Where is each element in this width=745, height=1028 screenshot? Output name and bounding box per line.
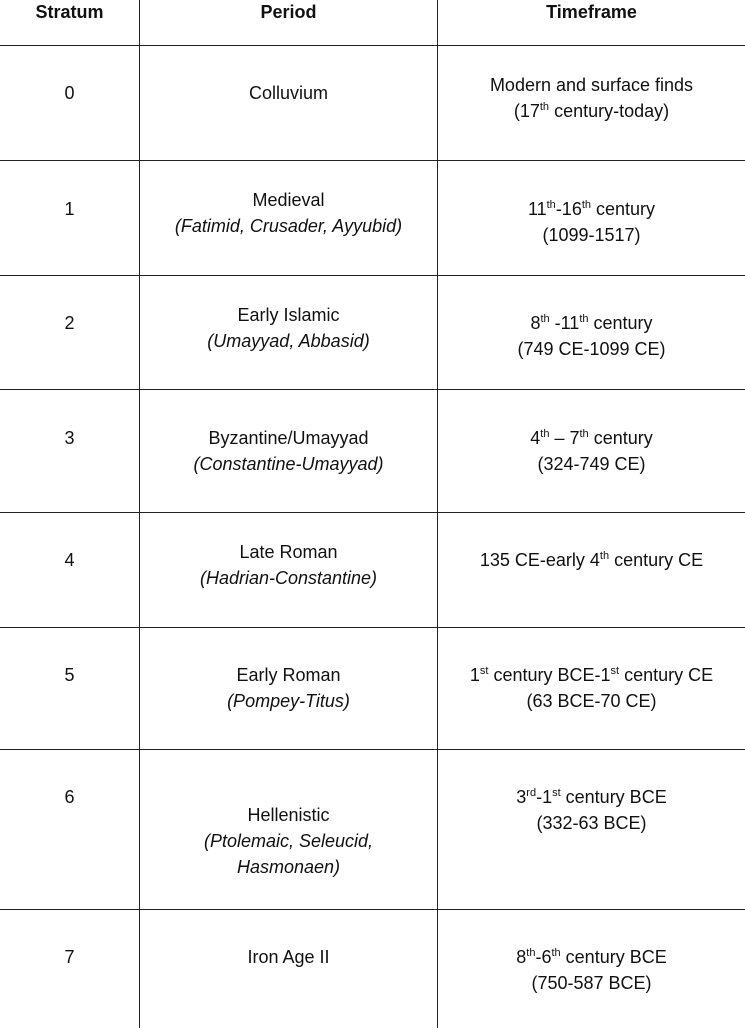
ordinal-suffix: th: [599, 550, 610, 562]
period-cell: Medieval: [252, 190, 325, 210]
timeframe-line-2: (750-587 BCE): [531, 973, 652, 993]
period-cell: Early Islamic: [237, 305, 340, 325]
stratum-cell: 0: [64, 83, 75, 103]
period-cell: Colluvium: [248, 83, 329, 103]
row-divider: [0, 627, 745, 628]
timeframe-line-1: 8th-6th century BCE: [516, 947, 667, 967]
header-timeframe: Timeframe: [546, 2, 637, 22]
stratum-cell: 1: [64, 199, 75, 219]
stratum-cell: 3: [64, 428, 75, 448]
ordinal-suffix: th: [546, 199, 556, 211]
ordinal-suffix: th: [526, 947, 536, 959]
period-subtitle: (Hadrian-Constantine): [199, 568, 378, 588]
row-divider: [0, 160, 745, 161]
timeframe-line-1: 1st century BCE-1st century CE: [469, 665, 714, 685]
row-divider: [0, 275, 745, 276]
period-cell: Early Roman: [236, 665, 341, 685]
stratum-cell: 4: [64, 550, 75, 570]
period-cell: Hellenistic: [247, 805, 330, 825]
timeframe-line-2: (324-749 CE): [537, 454, 646, 474]
timeframe-line-2: (63 BCE-70 CE): [526, 691, 657, 711]
row-divider: [0, 389, 745, 390]
header-stratum: Stratum: [35, 2, 104, 22]
ordinal-suffix: th: [579, 428, 589, 440]
ordinal-suffix: st: [610, 665, 620, 677]
stratum-cell: 6: [64, 787, 75, 807]
timeframe-line-1: 11th-16th century: [527, 199, 656, 219]
ordinal-suffix: rd: [526, 787, 537, 799]
column-divider: [139, 0, 140, 1028]
period-cell: Late Roman: [239, 542, 338, 562]
stratum-cell: 7: [64, 947, 75, 967]
period-subtitle: (Constantine-Umayyad): [193, 454, 384, 474]
timeframe-line-2: (1099-1517): [542, 225, 641, 245]
timeframe-line-2: (17th century-today): [513, 101, 670, 121]
ordinal-suffix: th: [540, 428, 550, 440]
stratum-cell: 2: [64, 313, 75, 333]
row-divider: [0, 749, 745, 750]
timeframe-line-1: 3rd-1st century BCE: [516, 787, 667, 807]
header-period: Period: [260, 2, 317, 22]
period-subtitle: (Umayyad, Abbasid): [207, 331, 370, 351]
period-subtitle: (Pompey-Titus): [227, 691, 350, 711]
period-cell: Byzantine/Umayyad: [208, 428, 369, 448]
period-subtitle: (Ptolemaic, Seleucid, Hasmonaen): [203, 831, 374, 877]
timeframe-line-1: 135 CE-early 4th century CE: [479, 550, 704, 570]
timeframe-line-2: (332-63 BCE): [536, 813, 647, 833]
period-cell: Iron Age II: [247, 947, 330, 967]
ordinal-suffix: th: [579, 313, 589, 325]
row-divider: [0, 909, 745, 910]
ordinal-suffix: th: [581, 199, 592, 211]
timeframe-line-1: 4th – 7th century: [530, 428, 653, 448]
column-divider: [437, 0, 438, 1028]
timeframe-line-2: (749 CE-1099 CE): [517, 339, 666, 359]
ordinal-suffix: th: [540, 313, 550, 325]
ordinal-suffix: st: [552, 787, 561, 799]
row-divider: [0, 512, 745, 513]
period-subtitle: (Fatimid, Crusader, Ayyubid): [174, 216, 403, 236]
ordinal-suffix: th: [551, 947, 561, 959]
stratum-cell: 5: [64, 665, 75, 685]
ordinal-suffix: st: [479, 665, 489, 677]
timeframe-line-1: 8th -11th century: [530, 313, 653, 333]
timeframe-line-1: Modern and surface finds: [489, 75, 694, 95]
ordinal-suffix: th: [539, 101, 550, 113]
